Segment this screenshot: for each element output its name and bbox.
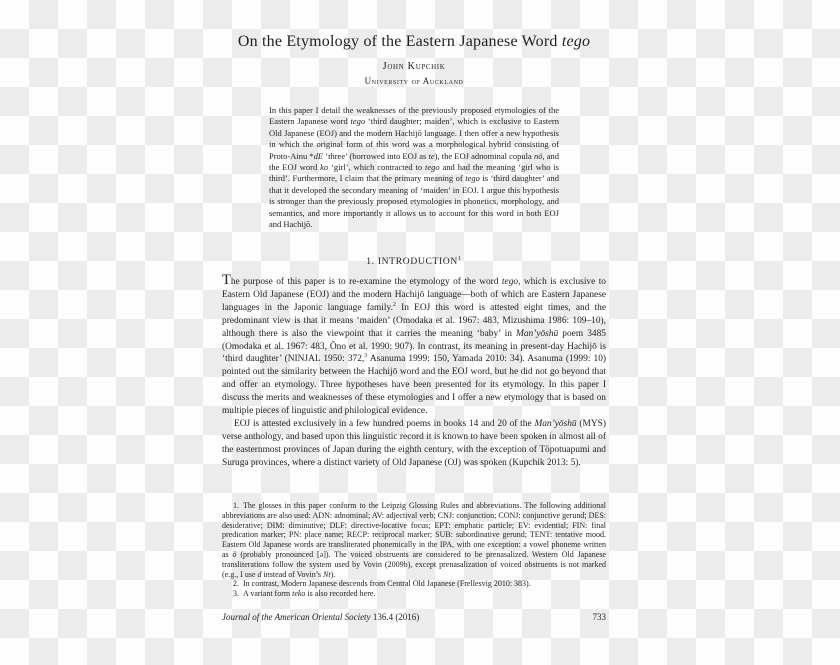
running-footer bbox=[222, 612, 606, 622]
article-title: On the Etymology of the Eastern Japanese Word tego bbox=[237, 33, 591, 50]
footnotes-block bbox=[222, 501, 606, 599]
page-number: 733 bbox=[592, 612, 606, 622]
author-affiliation: University of Auckland bbox=[364, 76, 464, 86]
journal-citation: Journal of the American Oriental Society 136.4 (2016) bbox=[222, 612, 420, 622]
section-heading-introduction: 1. INTRODUCTION$^1$ bbox=[366, 255, 462, 267]
body-paragraph-2: EOJ is attested exclusively in a few hundred poems in books 14 and 20 of the Man’yōshū (MYS) verse anthology, and based upon this linguistic record it is known to have been spoken in almost all of the easternmost provinces of Japan during the eighth century, with the exception of Töpotuapumi and Suruga provinces, where a distinct variety of Old Japanese (OJ) was spoken (Kupchik 2013: 5). bbox=[222, 418, 606, 468]
footnote-1: 1. The glosses in this paper conform to the Leipzig Glossing Rules and abbreviations. The following additional abbreviations are also used: ADN: adnominal; AV: adjectival verb; CNJ: conjunction; CONJ: conjunctive gerund; DES: desiderative; DIM: diminutive; DLF: directive-locative focus; EPT: emphatic particle; EV: evidential; FIN: final predication marker; PN: place name; RECP: reciprocal marker; SUB: subordinative gerund; TENT: tentative mood. Eastern Old Japanese words are transliterated phonemically in the IPA, with one exception: a vowel phoneme written as ö (probably pronounced [ə]). The voiced obstruents are considered to be prenasalized. Western Old Japanese transliterations follow the system used by Vovin (2009b), except prenasalization of voiced obstruents is not marked (e.g., I use d instead of Vovin’s Nt). bbox=[222, 501, 606, 579]
footnote-2: 2. In contrast, Modern Japanese descends from Central Old Japanese (Frellesvig 2010: 383). bbox=[233, 579, 531, 589]
body-text bbox=[222, 274, 606, 470]
paper-text-column bbox=[222, 0, 606, 665]
footnote-3: 3. A variant form teko is also recorded here. bbox=[233, 589, 376, 599]
body-paragraph-1: The purpose of this paper is to re-examine the etymology of the word tego, which is exclusive to Eastern Old Japanese (EOJ) and the modern Hachijō language—both of which are Eastern Japanese languages in the Japonic language family.$^2$ In EOJ this word is attested eight times, and the predominant view is that it means ‘maiden’ (Omodaka et al. 1967: 483, Mizushima 1986: 109–10), although there is also the viewpoint that it carries the meaning ‘baby’ in Man’yōshū poem 3485 (Omodaka et al. 1967: 483, Ōno et al. 1990: 907). In contrast, its meaning in present-day Hachijō is ‘third daughter’ (NINJAL 1950: 372,$^3$ Asanuma 1999: 150, Yamada 2010: 34). Asanuma (1999: 10) pointed out the similarity between the Hachijō word and the EOJ word, but he did not go beyond that and offer an etymology. Three hypotheses have been presented for its etymology. In this paper I discuss the merits and weaknesses of these etymologies and I offer a new etymology that is based on multiple pieces of linguistic and philological evidence. bbox=[222, 272, 607, 417]
author-name: John Kupchik bbox=[382, 61, 446, 72]
abstract-paragraph: In this paper I detail the weaknesses of the previously proposed etymologies of the Eastern Japanese word tego ‘third daughter; maiden’, which is exclusive to Eastern Old Japanese (EOJ) and the modern Hachijō language. I then offer a new hypothesis in which the original form of this word was a morphological hybrid consisting of Proto-Ainu *dE ‘three’ (borrowed into EOJ as te), the EOJ adnominal copula nö, and the EOJ word ko ‘girl’, which contracted to tego and had the meaning ‘girl who is third’. Furthermore, I claim that the primary meaning of tego is ‘third daughter’ and that it developed the secondary meaning of ‘maiden’ in EOJ. I argue this hypothesis is stronger than the previously proposed etymologies in phonetics, morphology, and semantics, and more importantly it allows us to account for this word in both EOJ and Hachijō. bbox=[269, 105, 559, 230]
